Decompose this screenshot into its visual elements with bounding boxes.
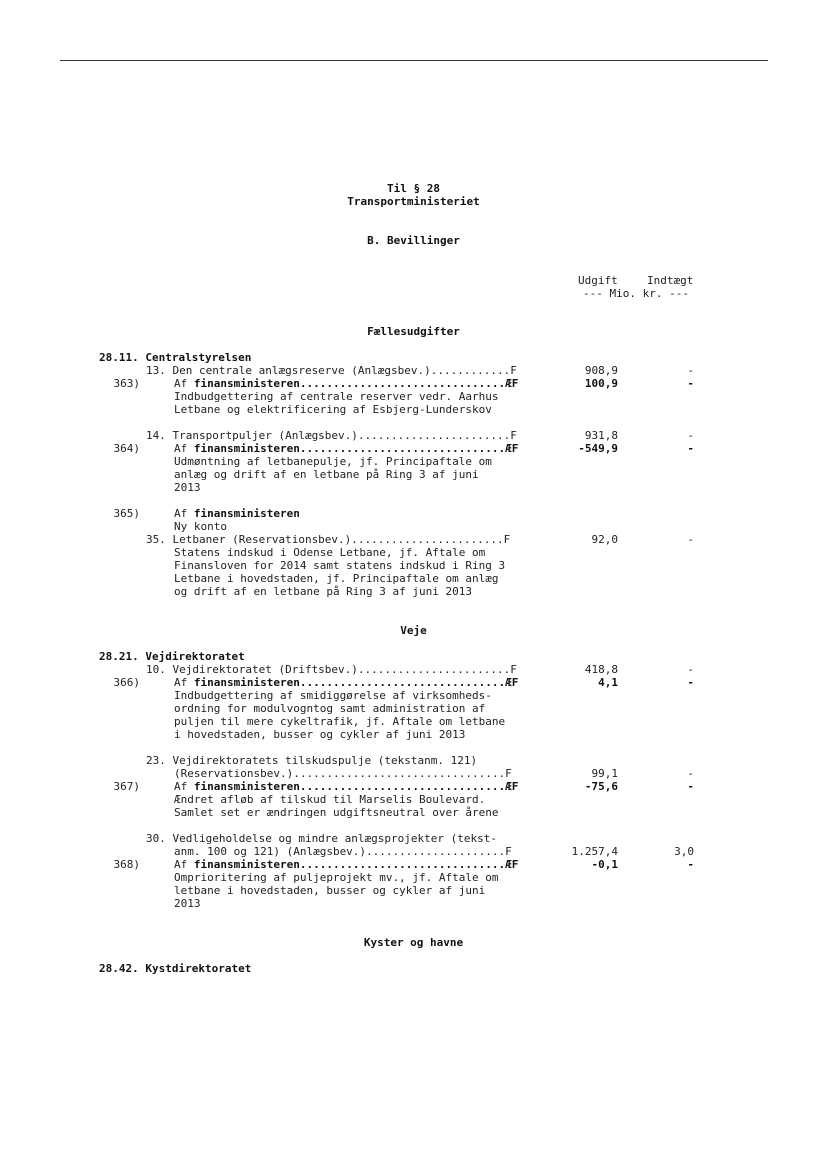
item-35-desc: Letbane i hovedstaden, jf. Principaftale om anlæg <box>174 572 499 585</box>
amendment-366-desc: ordning for modulvogntog samt administration af <box>174 702 486 715</box>
amendment-368-number: 368) <box>113 858 140 871</box>
item-23-udgift: 99,1 <box>591 767 618 780</box>
amendment-363-desc: Letbane og elektrificering af Esbjerg-Lunderskov <box>174 403 492 416</box>
amendment-366-number: 366) <box>113 676 140 689</box>
item-13-indtaegt: - <box>687 364 694 377</box>
amendment-364-line: Af finansministeren...............................ÆF <box>174 442 519 455</box>
item-35-title: 35. Letbaner (Reservationsbev.).......................F <box>146 533 511 546</box>
amendment-364-indtaegt: - <box>687 442 694 455</box>
amendment-368-desc: letbane i hovedstaden, busser og cykler af juni <box>174 884 486 897</box>
amendment-366-desc: puljen til mere cykeltrafik, jf. Aftale om letbane <box>174 715 506 728</box>
item-14-title: 14. Transportpuljer (Anlægsbev.).......................F <box>146 429 517 442</box>
title-paragraph: Til § 28 <box>387 182 440 195</box>
amendment-363-udgift: 100,9 <box>584 377 618 390</box>
heading-faelles: Fællesudgifter <box>367 325 460 338</box>
amendment-364-udgift: -549,9 <box>578 442 618 455</box>
item-23-title: 23. Vejdirektoratets tilskudspulje (tekstanm. 121) <box>146 754 478 767</box>
amendment-367-indtaegt: - <box>687 780 694 793</box>
item-14-indtaegt: - <box>687 429 694 442</box>
amendment-367-line: Af finansministeren...............................ÆF <box>174 780 519 793</box>
amendment-366-udgift: 4,1 <box>598 676 618 689</box>
amendment-366-desc: i hovedstaden, busser og cykler af juni 2013 <box>174 728 466 741</box>
amendment-365-new-account: Ny konto <box>174 520 227 533</box>
item-10-indtaegt: - <box>687 663 694 676</box>
item-30-title-cont: anm. 100 og 121) (Anlægsbev.).....................F <box>174 845 512 858</box>
section-heading-centralstyrelsen: 28.11. Centralstyrelsen <box>99 351 252 364</box>
amendment-364-number: 364) <box>113 442 140 455</box>
section-heading-kystdirektoratet: 28.42. Kystdirektoratet <box>99 962 252 975</box>
item-35-udgift: 92,0 <box>591 533 618 546</box>
amendment-363-desc: Indbudgettering af centrale reserver vedr. Aarhus <box>174 390 499 403</box>
heading-kyster: Kyster og havne <box>363 936 464 949</box>
item-30-udgift: 1.257,4 <box>571 845 618 858</box>
amendment-366-line: Af finansministeren...............................ÆF <box>174 676 519 689</box>
amendment-367-desc: Ændret afløb af tilskud til Marselis Boulevard. <box>174 793 486 806</box>
item-13-udgift: 908,9 <box>584 364 618 377</box>
item-10-udgift: 418,8 <box>584 663 618 676</box>
col-header-indtaegt: Indtægt <box>647 274 694 287</box>
amendment-368-indtaegt: - <box>687 858 694 871</box>
amendment-365-line: Af finansministeren <box>174 507 300 520</box>
amendment-367-udgift: -75,6 <box>584 780 618 793</box>
item-35-desc: Finansloven for 2014 samt statens indskud i Ring 3 <box>174 559 506 572</box>
amendment-365-number: 365) <box>113 507 140 520</box>
amendment-364-desc: 2013 <box>174 481 201 494</box>
amendment-367-number: 367) <box>113 780 140 793</box>
amendment-366-desc: Indbudgettering af smidiggørelse af virksomheds- <box>174 689 492 702</box>
amendment-368-udgift: -0,1 <box>591 858 618 871</box>
section-title: B. Bevillinger <box>367 234 460 247</box>
item-30-indtaegt: 3,0 <box>674 845 694 858</box>
amendment-366-indtaegt: - <box>687 676 694 689</box>
item-10-title: 10. Vejdirektoratet (Driftsbev.).......................F <box>146 663 517 676</box>
amendment-368-line: Af finansministeren...............................ÆF <box>174 858 519 871</box>
col-header-unit: --- Mio. kr. --- <box>583 287 689 300</box>
item-23-title-cont: (Reservationsbev.)................................F <box>174 767 512 780</box>
section-heading-vejdirektoratet: 28.21. Vejdirektoratet <box>99 650 245 663</box>
item-30-title: 30. Vedligeholdelse og mindre anlægsprojekter (tekst- <box>146 832 497 845</box>
item-13-title: 13. Den centrale anlægsreserve (Anlægsbev.)............F <box>146 364 517 377</box>
item-35-desc: og drift af en letbane på Ring 3 af juni 2013 <box>174 585 473 598</box>
item-23-indtaegt: - <box>687 767 694 780</box>
amendment-364-desc: anlæg og drift af en letbane på Ring 3 af juni <box>174 468 479 481</box>
col-header-udgift: Udgift <box>578 274 618 287</box>
header-rule <box>60 60 768 61</box>
amendment-363-number: 363) <box>113 377 140 390</box>
amendment-363-indtaegt: - <box>687 377 694 390</box>
amendment-363-line: Af finansministeren...............................ÆF <box>174 377 519 390</box>
item-35-desc: Statens indskud i Odense Letbane, jf. Aftale om <box>174 546 486 559</box>
amendment-368-desc: 2013 <box>174 897 201 910</box>
item-14-udgift: 931,8 <box>584 429 618 442</box>
item-35-indtaegt: - <box>687 533 694 546</box>
heading-veje: Veje <box>400 624 427 637</box>
title-ministry: Transportministeriet <box>347 195 480 208</box>
amendment-364-desc: Udmøntning af letbanepulje, jf. Principaftale om <box>174 455 492 468</box>
amendment-367-desc: Samlet set er ændringen udgiftsneutral over årene <box>174 806 499 819</box>
amendment-368-desc: Omprioritering af puljeprojekt mv., jf. Aftale om <box>174 871 499 884</box>
